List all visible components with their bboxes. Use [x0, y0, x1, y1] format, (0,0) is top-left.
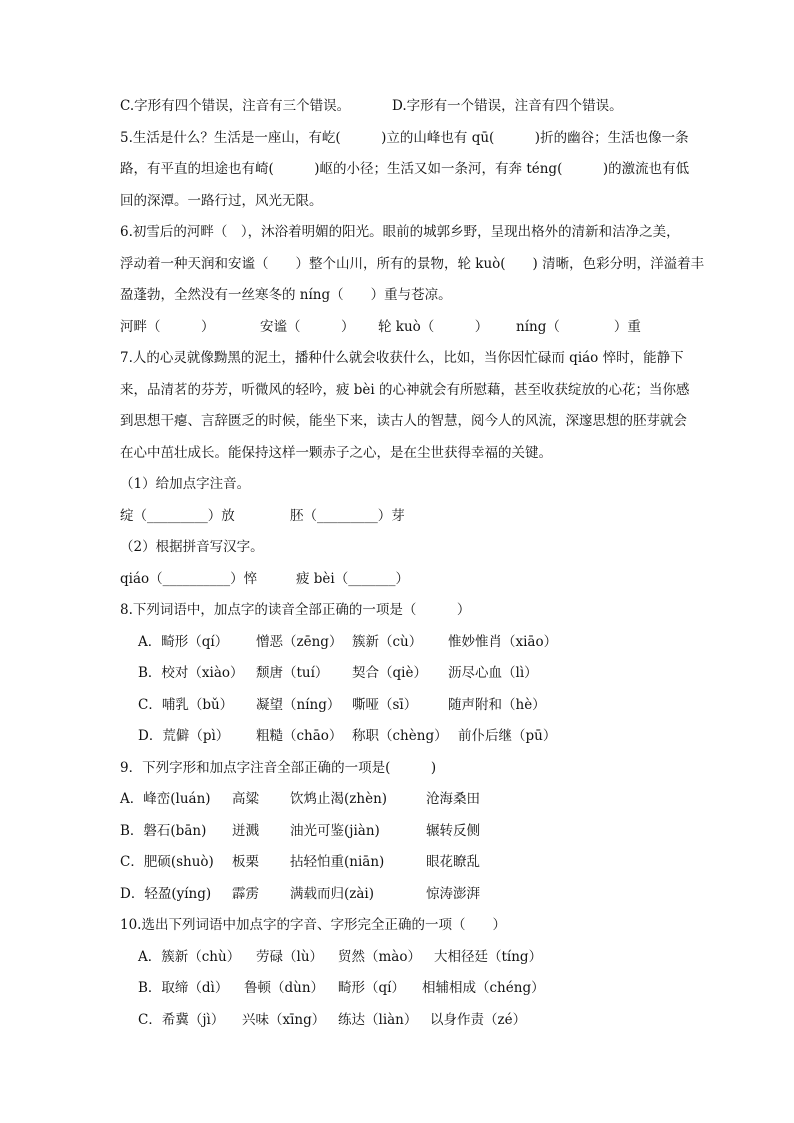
option-item: 簇新（cù） — [352, 634, 423, 650]
option-item: 眼花瞭乱 — [426, 854, 480, 870]
q6-line-2: 浮动着一种天润和安谧（ ）整个山川，所有的景物，轮 kuò( ) 清晰，色彩分明，洋溢着丰 — [120, 256, 705, 272]
option-item: C．哺乳（bǔ） — [138, 697, 234, 713]
blank-qiao: qiáo（__________）悴 — [120, 571, 258, 587]
option-item: 迸溅 — [232, 823, 259, 839]
q10-stem: 10.选出下列词语中加点字的字音、字形完全正确的一项（ ） — [120, 917, 506, 933]
q4-option-d: D.字形有一个错误，注音有四个错误。 — [392, 98, 623, 114]
option-item: C．希冀（jì） — [138, 1012, 225, 1028]
q5-line-2: 路，有平直的坦途也有崎( )岖的小径；生活又如一条河，有奔 téng( )的激流也有低 — [120, 161, 690, 177]
option-item: 相辅相成（chéng） — [422, 980, 545, 996]
q4-option-c: C.字形有四个错误，注音有三个错误。 — [120, 98, 351, 114]
option-item: D．轻盈(yíng) — [120, 886, 212, 902]
option-item: 粗糙（chāo） — [256, 728, 343, 744]
option-item: 辗转反侧 — [426, 823, 480, 839]
option-item: 贸然（mào） — [338, 949, 421, 965]
option-item: A．簇新（chù） — [138, 949, 241, 965]
option-item: 劳碌（lù） — [256, 949, 324, 965]
option-item: 沥尽心血（lì） — [448, 665, 538, 681]
q7-line-3: 到思想干瘪、言辞匮乏的时候，能坐下来，读古人的智慧，阅今人的风流，深邃思想的胚芽就会 — [120, 413, 687, 429]
q7-line-1: 7.人的心灵就像黝黑的泥土，播种什么就会收获什么，比如，当你因忙碌而 qiáo 悴时，能静下 — [120, 350, 684, 366]
q5-line-1: 5.生活是什么？生活是一座山，有屹( )立的山峰也有 qū( )折的幽谷；生活也像一条 — [120, 130, 689, 146]
option-item: B．磐石(bān) — [120, 823, 207, 839]
option-item: B．校对（xiào） — [138, 665, 244, 681]
option-item: A．畸形（qí） — [138, 634, 229, 650]
option-item: C．肥硕(shuò) — [120, 854, 214, 870]
option-item: 惟妙惟肖（xiāo） — [448, 634, 558, 650]
option-item: 嘶哑（sī） — [352, 697, 418, 713]
blank-anmi: 安谧（ ） — [260, 319, 355, 335]
option-item: 随声附和（hè） — [448, 697, 546, 713]
option-item: 沧海桑田 — [426, 791, 480, 807]
option-item: 满载而归(zài) — [290, 886, 375, 902]
option-item: 鲁顿（dùn） — [244, 980, 325, 996]
blank-ning: níng（ ）重 — [516, 319, 641, 335]
q8-stem: 8.下列词语中，加点字的读音全部正确的一项是（ ） — [120, 602, 471, 618]
q9-stem: 9．下列字形和加点字注音全部正确的一项是( ) — [120, 760, 437, 776]
q7-line-4: 在心中茁壮成长。能保持这样一颗赤子之心，是在尘世获得幸福的关键。 — [120, 445, 552, 461]
blank-kuo: 轮 kuò（ ） — [378, 319, 489, 335]
option-item: 油光可鉴(jiàn) — [290, 823, 380, 839]
option-item: 前仆后继（pū） — [458, 728, 557, 744]
option-item: 练达（liàn） — [338, 1012, 418, 1028]
option-item: 兴味（xīng） — [242, 1012, 326, 1028]
blank-pei: 胚（_________）芽 — [290, 508, 405, 524]
option-item: D．荒僻（pì） — [138, 728, 230, 744]
option-item: 高粱 — [232, 791, 259, 807]
option-item: 板栗 — [232, 854, 259, 870]
option-item: 畸形（qí） — [338, 980, 405, 996]
blank-bei: 疲 bèi（_______） — [296, 571, 409, 587]
option-item: 以身作责（zé） — [430, 1012, 527, 1028]
option-item: B．取缔（dì） — [138, 980, 229, 996]
q7-sub-2: （2）根据拼音写汉字。 — [120, 539, 264, 555]
blank-hepan: 河畔（ ） — [120, 319, 215, 335]
option-item: 饮鸩止渴(zhèn) — [290, 791, 388, 807]
option-item: 霹雳 — [232, 886, 259, 902]
option-item: 称职（chèng） — [352, 728, 448, 744]
option-item: 契合（qiè） — [352, 665, 427, 681]
blank-zhan: 绽（_________）放 — [120, 508, 235, 524]
option-item: 凝望（níng） — [256, 697, 341, 713]
option-item: 拈轻怕重(niān) — [290, 854, 385, 870]
option-item: A．峰峦(luán) — [120, 791, 211, 807]
q5-line-3: 回的深潭。一路行过，风光无限。 — [120, 193, 323, 209]
option-item: 惊涛澎湃 — [426, 886, 480, 902]
q7-line-2: 来，品清茗的芬芳，听微风的轻吟，疲 bèi 的心神就会有所慰藉，甚至收获绽放的心花；当你感 — [120, 382, 690, 398]
q7-sub-1: （1）给加点字注音。 — [120, 476, 251, 492]
q6-line-3: 盈蓬勃，全然没有一丝寒冬的 níng（ ）重与苍凉。 — [120, 287, 452, 303]
option-item: 憎恶（zēng） — [256, 634, 343, 650]
option-item: 大相径廷（tíng） — [434, 949, 543, 965]
q6-line-1: 6.初雪后的河畔（ ），沐浴着明媚的阳光。眼前的城郭乡野，呈现出格外的清新和洁净之美， — [120, 224, 680, 240]
option-item: 颓唐（tuí） — [256, 665, 329, 681]
